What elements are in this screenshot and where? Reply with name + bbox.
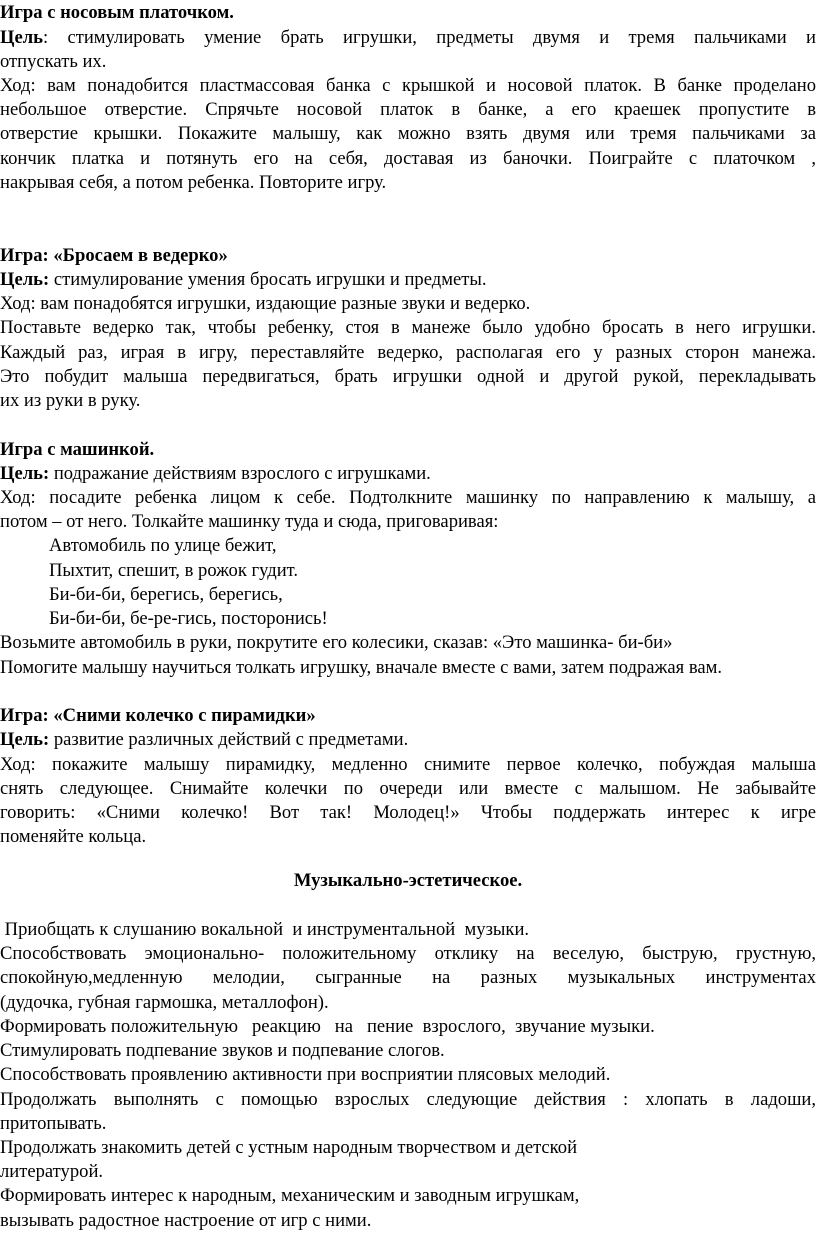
poem-line: Би-би-би, берегись, берегись, (49, 584, 283, 605)
game3-line: Помогите малышу научиться толкать игрушку, вначале вместе с вами, затем подражая вам. (0, 657, 723, 678)
game3-goal (0, 461, 816, 486)
music-line: спокойную,медленную мелодии, сыгранные на разных музыкальных инструментах (0, 967, 816, 988)
goal-text: развитие различных действий с предметами. (49, 729, 409, 750)
game2-title: Игра: «Бросаем в ведерко» (0, 245, 228, 266)
game1-line: накрывая себя, а потом ребенка. Повторите игру. (0, 172, 387, 193)
game3-line: Возьмите автомобиль в руки, покрутите его колесики, сказав: «Это машинка- би-би» (0, 632, 673, 653)
music-line: Способствовать эмоционально- положительному отклику на веселую, быструю, грустную, (0, 943, 816, 964)
music-line: притопывать. (0, 1113, 107, 1134)
game2-line: Это побудит малыша передвигаться, брать игрушки одной и другой рукой, перекладывать (0, 366, 816, 387)
game1-line: небольшое отверстие. Спрячьте носовой платок в банке, а его краешек пропустите в (0, 99, 816, 120)
poem-line: Би-би-би, бе-ре-гись, посторонись! (49, 608, 328, 629)
game4-line: снять следующее. Снимайте колечки по очереди или вместе с малышом. Не забывайте (0, 778, 816, 799)
goal-text: стимулирование умения бросать игрушки и предметы. (49, 269, 487, 290)
poem-line: Автомобиль по улице бежит, (49, 535, 277, 556)
music-line: Формировать интерес к народным, механическим и заводным игрушкам, (0, 1185, 580, 1206)
game1-goal-cont: отпускать их. (0, 51, 107, 72)
game2-line: их из руки в руку. (0, 390, 141, 411)
music-line: (дудочка, губная гармошка, металлофон). (0, 992, 329, 1013)
game2-line: Каждый раз, играя в игру, переставляйте ведерко, располагая его у разных сторон манежа. (0, 342, 816, 363)
music-line: Продолжать знакомить детей с устным народным творчеством и детской (0, 1137, 578, 1158)
goal-label: Цель: (0, 463, 50, 484)
goal-text: : стимулировать умение брать игрушки, предметы двумя и тремя пальчиками и (42, 27, 816, 48)
game4-title: Игра: «Сними колечко с пирамидки» (0, 705, 316, 726)
music-line: Продолжать выполнять с помощью взрослых следующие действия : хлопать в ладоши, (0, 1089, 816, 1110)
poem-line: Пыхтит, спешит, в рожок гудит. (49, 560, 299, 581)
game4-goal (0, 727, 816, 752)
game4-line: поменяйте кольца. (0, 826, 147, 847)
game1-goal (0, 25, 816, 50)
game4-line: говорить: «Сними колечко! Вот так! Молодец!» Чтобы поддержать интерес к игре (0, 802, 816, 823)
goal-text: подражание действиям взрослого с игрушками. (49, 463, 431, 484)
game1-line: отверстие крышки. Покажите малышу, как можно взять двумя или тремя пальчиками за (0, 123, 816, 144)
game3-line: Ход: посадите ребенка лицом к себе. Подтолкните машинку по направлению к малышу, а (0, 487, 816, 508)
music-line: Приобщать к слушанию вокальной и инструментальной музыки. (0, 919, 530, 940)
goal-label: Цель: (0, 729, 50, 750)
game1-title: Игра с носовым платочком. (0, 2, 234, 23)
music-line: Формировать положительную реакцию на пение взрослого, звучание музыки. (0, 1016, 655, 1037)
section-heading: Музыкально-эстетическое. (293, 870, 523, 891)
game2-line: Ход: вам понадобятся игрушки, издающие разные звуки и ведерко. (0, 293, 531, 314)
game3-line: потом – от него. Толкайте машинку туда и сюда, приговаривая: (0, 511, 499, 532)
game2-goal (0, 267, 816, 292)
game2-line: Поставьте ведерко так, чтобы ребенку, стоя в манеже было удобно бросать в него игрушки. (0, 317, 816, 338)
goal-label: Цель (0, 27, 43, 48)
music-line: Стимулировать подпевание звуков и подпевание слогов. (0, 1040, 445, 1061)
game1-line: кончик платка и потянуть его на себя, доставая из баночки. Поиграйте с платочком , (0, 148, 816, 169)
game4-line: Ход: покажите малышу пирамидку, медленно снимите первое колечко, побуждая малыша (0, 754, 816, 775)
game1-line: Ход: вам понадобится пластмассовая банка с крышкой и носовой платок. В банке проделано (0, 75, 816, 96)
game3-title: Игра с машинкой. (0, 439, 155, 460)
music-line: вызывать радостное настроение от игр с ними. (0, 1210, 372, 1231)
music-line: Способствовать проявлению активности при восприятии плясовых мелодий. (0, 1064, 611, 1085)
goal-label: Цель: (0, 269, 50, 290)
music-line: литературой. (0, 1161, 104, 1182)
